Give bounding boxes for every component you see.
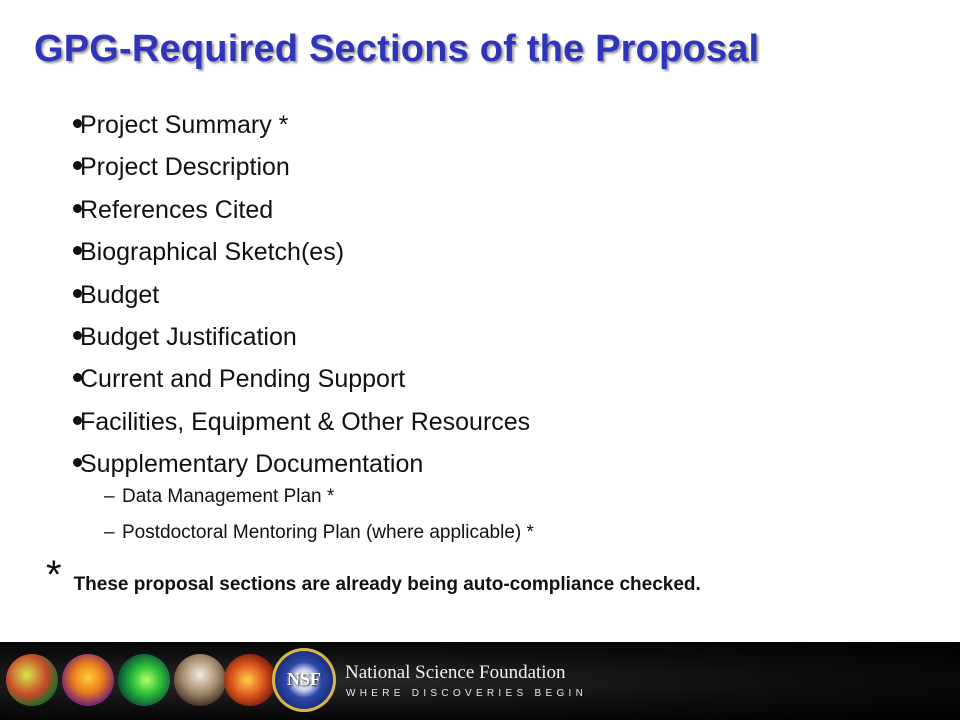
students-photo-icon [174, 654, 226, 706]
footnote-text: These proposal sections are already being auto-compliance checked. [73, 574, 701, 595]
lab-photo-icon [62, 654, 114, 706]
bullet-item: Supplementary Documentation [0, 443, 960, 485]
footnote [46, 555, 701, 595]
bullet-item: Current and Pending Support [0, 358, 960, 400]
nsf-seal-icon: NSF [272, 648, 336, 712]
fire-photo-icon [224, 654, 276, 706]
footer-banner [0, 642, 960, 720]
dash-icon: – [104, 486, 115, 507]
org-name: National Science Foundation [345, 662, 566, 683]
sub-bullet-item: – Data Management Plan * [104, 486, 335, 507]
sub-bullet-item: – Postdoctoral Mentoring Plan (where applicable) * [104, 522, 534, 543]
bullet-item: Biographical Sketch(es) [0, 231, 960, 273]
bullet-item: Project Description [0, 146, 960, 188]
frog-photo-icon [6, 654, 58, 706]
dash-icon: – [104, 522, 115, 543]
bullet-item: Budget Justification [0, 316, 960, 358]
bullet-item: Project Summary * [0, 104, 960, 146]
slide-title: GPG-Required Sections of the Proposal [34, 28, 760, 70]
org-tagline: WHERE DISCOVERIES BEGIN [346, 688, 588, 699]
bullet-item: Facilities, Equipment & Other Resources [0, 401, 960, 443]
bullet-item: References Cited [0, 189, 960, 231]
particles-photo-icon [118, 654, 170, 706]
bullet-list [0, 104, 960, 486]
bullet-item: Budget [0, 274, 960, 316]
asterisk-icon: * [46, 553, 62, 597]
